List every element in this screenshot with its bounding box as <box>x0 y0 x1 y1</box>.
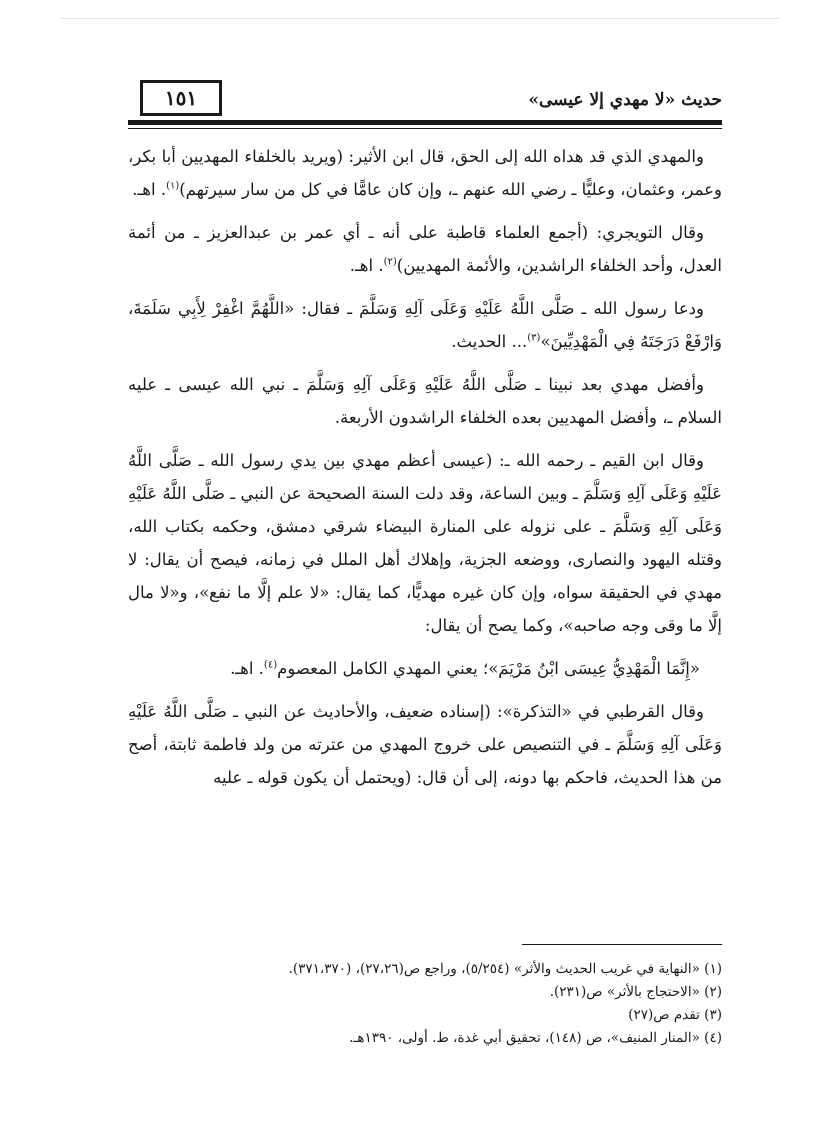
footnote-1: (١) «النهاية في غريب الحديث والأثر» (٥/٢٥٤)، وراجع ص(٢٧،٢٦)، (٣٧١،٣٧٠). <box>288 961 722 977</box>
footnote-ref-2: (٢) <box>383 256 397 268</box>
paragraph-6: «إِنَّمَا الْمَهْدِيُّ عِيسَى ابْنُ مَرْيَمَ»؛ يعني المهدي الكامل المعصوم$^{(٤)}$. اهـ. <box>230 659 700 678</box>
footnote-2: (٢) «الاحتجاج بالأثر» ص(٢٣١). <box>549 984 722 1000</box>
paragraph-3: ودعا رسول الله ـ صَلَّى اللَّهُ عَلَيْهِ وَعَلَى آلِهِ وَسَلَّمَ ـ فقال: «اللَّهُمَّ اغْفِرْ لِأَبِي سَلَمَةَ، وَارْفَعْ دَرَجَتَهُ فِي الْمَهْدِيِّينَ»$^{(٣)}$... الحديث. <box>128 299 722 351</box>
paragraph-1: والمهدي الذي قد هداه الله إلى الحق، قال ابن الأثير: (ويريد بالخلفاء المهديين أبا بكر، وعمر، وعثمان، وعليًّا ـ رضي الله عنهم ـ، وإن كان عامًّا في كل من سار سيرتهم)$^{(١)}$. اهـ. <box>128 147 722 199</box>
footnote-4: (٤) «المنار المنيف»، ص (١٤٨)، تحقيق أبي غدة، ط. أولى، ١٣٩٠هـ. <box>349 1030 722 1046</box>
footnote-ref-1: (١) <box>166 180 180 192</box>
page-number: ١٥١ <box>140 80 222 116</box>
paragraph-2: وقال التويجري: (أجمع العلماء قاطبة على أنه ـ أي عمر بن عبدالعزيز ـ من أئمة العدل، وأحد الخلفاء الراشدين، والأئمة المهديين)$^{(٢)}$. اهـ. <box>128 223 722 275</box>
footnote-separator <box>522 944 722 945</box>
paragraph-4: وأفضل مهدي بعد نبينا ـ صَلَّى اللَّهُ عَلَيْهِ وَعَلَى آلِهِ وَسَلَّمَ ـ نبي الله عيسى ـ عليه السلام ـ، وأفضل المهديين بعده الخلفاء الراشدون الأربعة. <box>128 375 722 427</box>
header-rule-thin <box>128 128 722 129</box>
running-title: حديث «لا مهدي إلا عيسى» <box>528 90 722 110</box>
footnotes <box>128 958 722 1050</box>
paragraph-5: وقال ابن القيم ـ رحمه الله ـ: (عيسى أعظم مهدي بين يدي رسول الله ـ صَلَّى اللَّهُ عَلَيْهِ وَعَلَى آلِهِ وَسَلَّمَ ـ وبين الساعة، وقد دلت السنة الصحيحة عن النبي ـ صَلَّى اللَّهُ عَلَيْهِ وَعَلَى آلِهِ وَسَلَّمَ ـ على نزوله على المنارة البيضاء شرقي دمشق، وحكمه بكتاب الله، وقتله اليهود والنصارى، ووضعه الجزية، وإهلاك أهل الملل في زمانه، فيصح أن يقال: لا مهدي في الحقيقة سواه، وإن كان غيره مهديًّا، كما يقال: «لا علم إلَّا ما نفع»، و«لا مال إلَّا ما وقى وجه صاحبه»، وكما يصح أن يقال: <box>128 451 722 635</box>
paragraph-7: وقال القرطبي في «التذكرة»: (إسناده ضعيف، والأحاديث عن النبي ـ صَلَّى اللَّهُ عَلَيْهِ وَعَلَى آلِهِ وَسَلَّمَ ـ في التنصيص على خروج المهدي من عترته من ولد فاطمة ثابتة، أصح من هذا الحديث، فاحكم بها دونه، إلى أن قال: (ويحتمل أن يكون قوله ـ عليه <box>128 702 722 787</box>
header-rule-thick <box>128 120 722 125</box>
footnote-ref-4: (٤) <box>263 659 278 671</box>
footnote-ref-3: (٣) <box>527 332 541 344</box>
body-text <box>128 140 722 804</box>
scan-edge-line <box>60 18 780 19</box>
footnote-3: (٣) تقدم ص(٢٧) <box>628 1007 722 1023</box>
page-header <box>128 72 722 122</box>
